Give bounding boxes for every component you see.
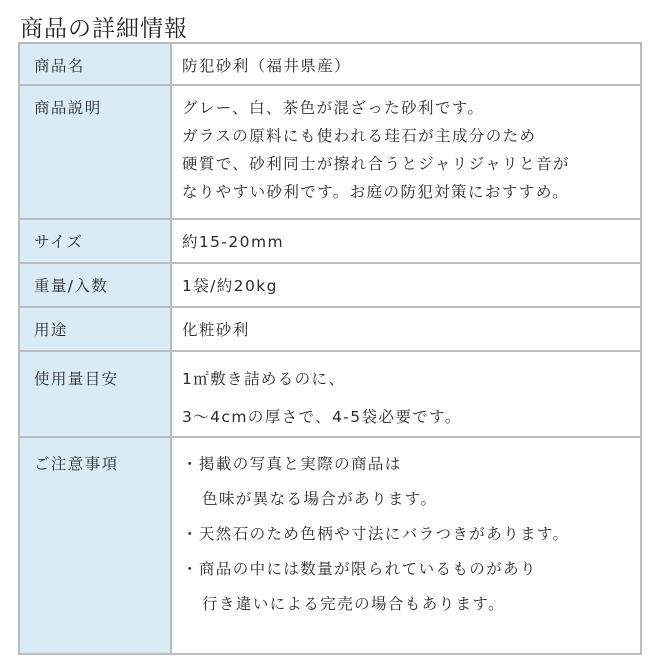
label-cell (19, 219, 171, 263)
label-cell (19, 263, 171, 307)
label-cell (19, 437, 171, 654)
row-value-line: 色味が異なる場合があります。 (202, 490, 438, 508)
row-value-line: 行き違いによる完売の場合もあります。 (202, 595, 505, 613)
value-cell (171, 437, 641, 654)
row-value-line: ・掲載の写真と実際の商品は (182, 455, 402, 473)
product-details-table (18, 42, 642, 655)
value-cell (171, 263, 641, 307)
row-label: サイズ (34, 233, 84, 251)
row-label: 使用量目安 (34, 370, 119, 388)
row-value-line: 硬質で、砂利同士が擦れ合うとジャリジャリと音が (182, 155, 570, 173)
value-cell (171, 219, 641, 263)
row-label: 商品名 (34, 57, 85, 75)
value-cell (171, 351, 641, 437)
label-cell (19, 351, 171, 437)
table-row-notes (19, 437, 641, 654)
label-cell (19, 307, 171, 351)
table-row-usage (19, 307, 641, 351)
row-label: 用途 (34, 321, 68, 339)
table-row-weight-quantity (19, 263, 641, 307)
row-value-line: 約15-20mm (182, 233, 284, 251)
row-value-line: 化粧砂利 (182, 321, 250, 339)
row-value-line: なりやすい砂利です。お庭の防犯対策におすすめ。 (182, 183, 569, 201)
table-row-amount-guide (19, 351, 641, 437)
value-cell (171, 307, 641, 351)
row-value-line: グレー、白、茶色が混ざった砂利です。 (182, 99, 485, 117)
row-value-line: 防犯砂利（福井県産） (182, 57, 352, 75)
table-row-product-name (19, 43, 641, 85)
row-label: ご注意事項 (34, 455, 119, 473)
row-value-line: ガラスの原料にも使われる珪石が主成分のため (182, 127, 537, 145)
value-cell (171, 85, 641, 219)
row-value-line: 1㎡敷き詰めるのに、 (182, 370, 346, 388)
label-cell (19, 85, 171, 219)
page-title: 商品の詳細情報 (20, 16, 188, 42)
row-value-line: ・天然石のため色柄や寸法にバラつきがあります。 (182, 525, 570, 543)
table-row-size (19, 219, 641, 263)
value-cell (171, 43, 641, 85)
label-cell (19, 43, 171, 85)
row-value-line: 3～4cmの厚さで、4-5袋必要です。 (182, 408, 462, 426)
row-label: 商品説明 (34, 99, 102, 117)
row-value-line: 1袋/約20kg (182, 277, 278, 295)
row-label: 重量/入数 (34, 277, 109, 295)
table-row-description (19, 85, 641, 219)
row-value-line: ・商品の中には数量が限られているものがあり (182, 560, 537, 578)
